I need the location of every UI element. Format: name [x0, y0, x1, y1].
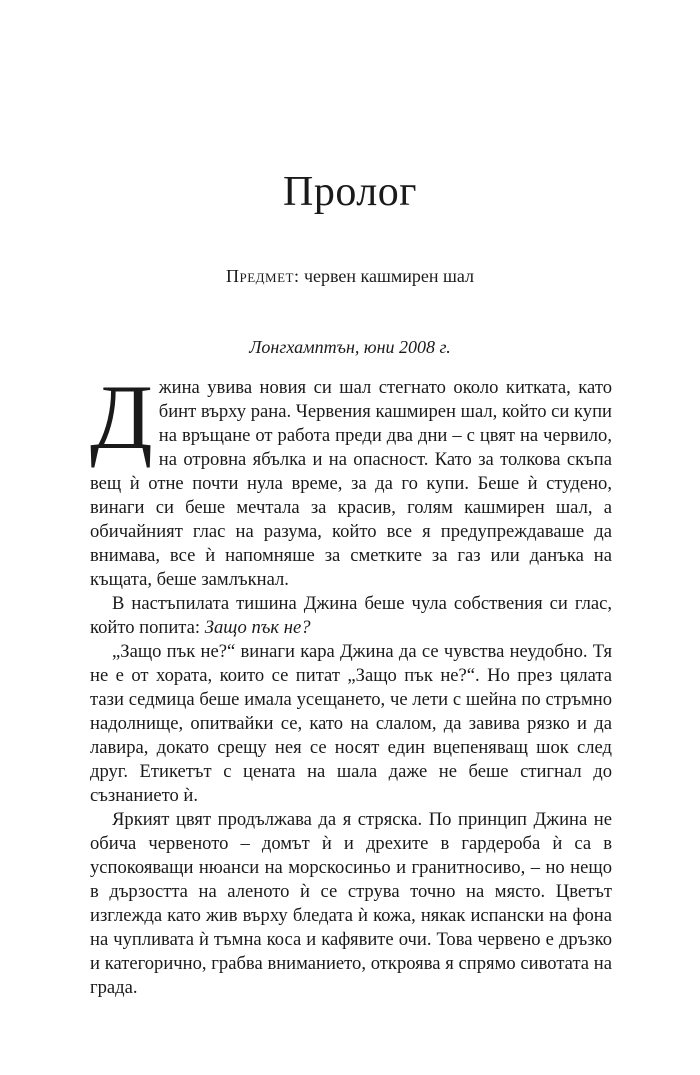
drop-cap: Д: [90, 366, 153, 468]
paragraph-3: „Защо пък не?“ винаги кара Джина да се чувства неудобно. Тя не е от хората, които се питат „Защо пък не?“. Но през цялата тази седмица беше имала усещането, че лети с шейна по стръмно надолнище, опитвайки се, като на слалом, да завива рязко и да лавира, докато срещу нея се носят един вцепеняващ шок след друг. Етикетът с цената на шала даже не беше стигнал до съзнанието ѝ.: [90, 641, 612, 806]
chapter-title: Пролог: [283, 169, 417, 215]
paragraph-1-text: жина увива новия си шал стегнато около китката, като бинт върху рана. Червения кашмирен шал, който си купи на връщане от работа преди два дни – с цвят на червило, на отровна ябълка и на опасност. Като за толкова скъпа вещ ѝ отне почти нула време, за да го купи. Беше ѝ студено, винаги си беше мечтала за красив, голям кашмирен шал, а обичайният глас на разума, който все я предупреждаваше да внимава, все ѝ напомняше за сметките за газ или данъка на къщата, беше замлъкнал.: [90, 377, 612, 590]
paragraph-2-italic: Защо пък не?: [204, 617, 311, 638]
body-text: [90, 366, 612, 1000]
dateline: Лонгхамптън, юни 2008 г.: [249, 337, 451, 357]
subject-label: Предмет:: [226, 266, 300, 286]
chapter-subject: [0, 266, 700, 287]
paragraph-2: [90, 592, 612, 640]
paragraph-2-text: В настъпилата тишина Джина беше чула собствения си глас, който попита:: [90, 593, 612, 638]
subject-value: червен кашмирен шал: [303, 266, 474, 286]
paragraph-1: [90, 366, 612, 592]
paragraph-4: Яркият цвят продължава да я стряска. По принцип Джина не обича червеното – домът ѝ и дрехите в гардероба ѝ са в успокояващи нюанси на морскосиньо и гранитносиво, – но нещо в дързостта на аленото ѝ се струва точно на място. Цветът изглежда като жив върху бледата ѝ кожа, някак испански на фона на чупливата ѝ тъмна коса и кафявите очи. Това червено е дръзко и категорично, грабва вниманието, откроява я спрямо сивотата на града.: [90, 809, 612, 998]
